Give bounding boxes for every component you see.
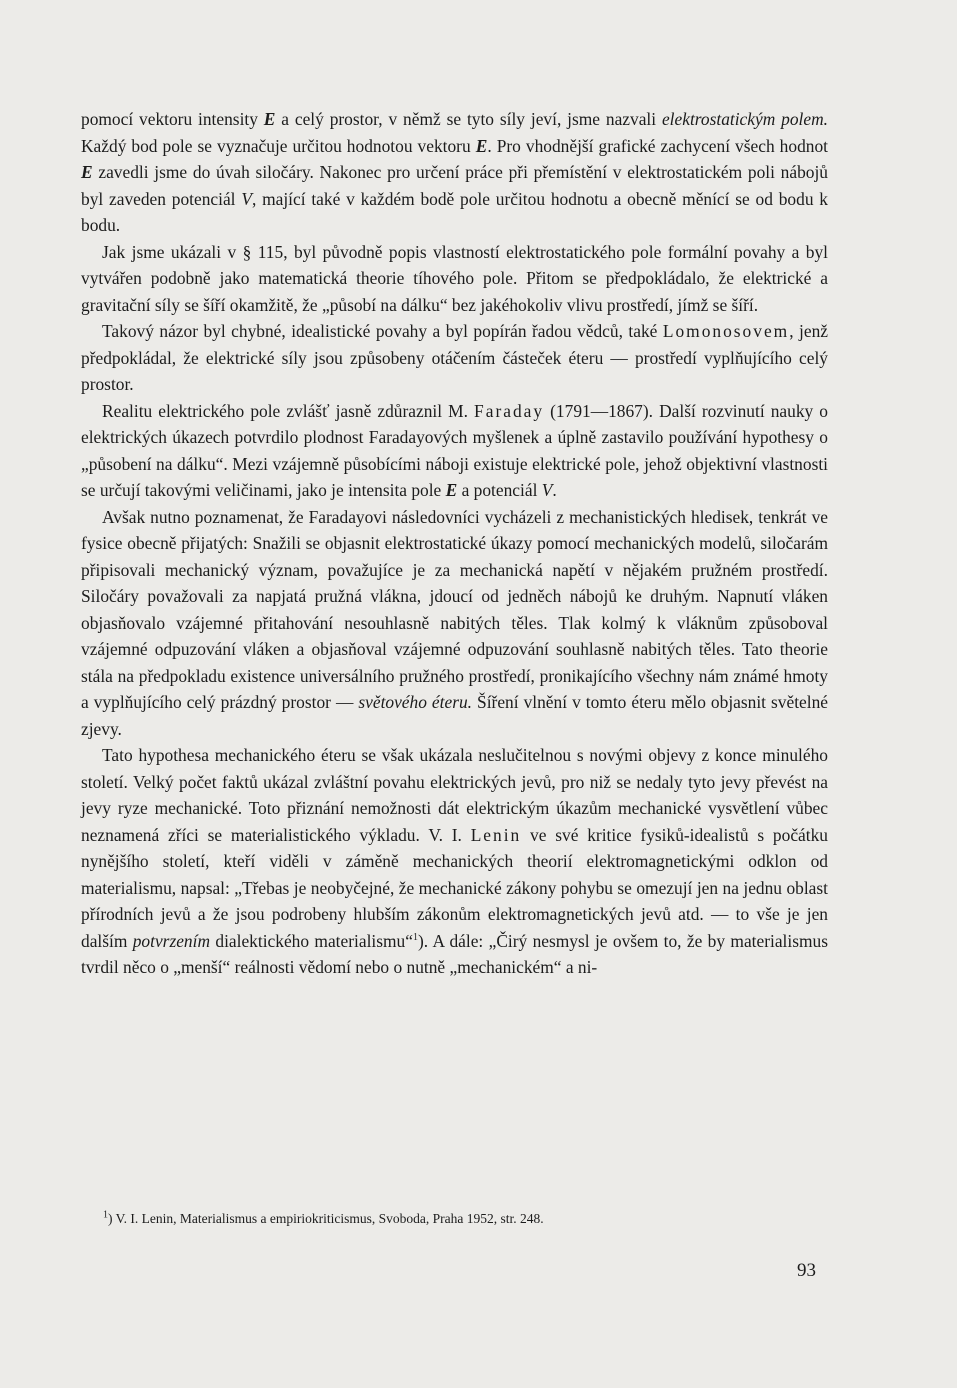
vector-symbol: E [81,162,93,182]
text-run: , mající také v každém bodě pole určitou hodnotu a obecně měnící se od bodu k bodu. [81,188,829,235]
text-run: ). A dále: „Čirý nesmysl je ovšem to, že by materialismus tvrdil něco o „menší“ reálnosti vědomí nebo o nutně „mechanickém“ a ni- [81,930,828,977]
text-run: dialektického materialismu“ [210,930,413,951]
spaced-name: Lomonosovem [662,321,790,341]
paragraph [81,318,828,398]
body-text [81,106,828,981]
italic-text: potvrzením [132,930,211,951]
paragraph [81,742,828,981]
text-run: . Pro vhodnější grafické zachycení všech hodnot [487,135,828,156]
paragraph [81,106,828,239]
italic-text: světového éteru. [358,692,473,712]
text-run: a celý prostor, v němž se tyto síly jeví, jsme nazvali [275,109,662,129]
text-run: Jak jsme ukázali v § 115, byl původně popis vlastností elektrostatického pole formální povahy a byl vytvářen podobně jako matematická theorie tíhového pole. Přitom se předpokládalo, že elektrické a gravitační síly se šíří okamžitě, že „působí na dálku“ bez jakéhokoliv vlivu prostředí, jímž se šíří. [81,241,828,315]
text-run: (1791—1867). Další rozvinutí nauky o elektrických úkazech potvrdilo plodnost Faradayových myšlenek a úplně zastavilo používání hypothesy o „působení na dálku“. Mezi vzájemně působícími náboji existuje elektrické pole, jehož objektivní vlastnosti se určují takovými veličinami, jako je intensita pole [81,400,829,500]
text-run: ve své kritice fysiků-idealistů s počátku nynějšího století, kteří viděli v záměně mechanických theorií elektromagnetickými odklon od materialismu, napsal: „Třebas je neobyčejné, že mechanické zákony pohybu se omezují jen na jednu oblast přírodních jevů a že jsou podrobeny hlubším zákonům elektromagnetických jevů atd. — to vše je jen dalším [81,824,828,951]
paragraph [81,504,828,743]
vector-symbol: E [445,480,458,500]
italic-text: elektrostatickým polem. [661,109,828,129]
text-run: Šíření vlnění v tomto éteru mělo objasnit světelné zjevy. [81,692,828,739]
footnote-marker: 1 [103,1209,108,1221]
footnote-reference: 1 [412,931,418,943]
paragraph [81,398,828,504]
italic-text: V [241,188,252,209]
paragraph [81,239,828,319]
text-run: Avšak nutno poznamenat, že Faradayovi následovníci vycházeli z mechanistických hledisek, tenkrát ve fysice obecně přijatých: Snažili se objasnit elektrostatické úkazy pomocí mechanických modelů, siločarám připisovali mechanický význam, považujíce je za mechanická napětí v nějakém pružném prostředí. Siločáry považovali za napjatá pružná vlákna, jdoucí od jedněch nábojů ke druhým. Napnutí vláken objasňovalo vzájemné přitahování nesouhlasně nabitých těles. Tlak kolmý k vláknům způsoboval vzájemné odpuzování vláken a objasňoval vzájemné odpuzování souhlasně nabitých těles. Tato theorie stála na předpokladu existence universálního pružného prostředí, pronikajícího všechny nám známé hmoty a vyplňujícího celý prázdný prostor — [81,506,828,712]
text-run: . [552,480,557,500]
text-run: zavedli jsme do úvah siločáry. Nakonec pro určení práce při přemístění v elektrostatickém poli nábojů byl zaveden potenciál [81,162,828,209]
footnote-text: ) V. I. Lenin, Materialismus a empiriokriticismus, Svoboda, Praha 1952, str. 248. [108,1211,544,1226]
text-run: Každý bod pole se vyznačuje určitou hodnotou vektoru [81,135,476,156]
text-run: , jenž předpokládal, že elektrické síly jsou způsobeny otáčením částeček éteru — prostředí vyplňujícího celý prostor. [81,321,828,394]
text-run: Tato hypothesa mechanického éteru se však ukázala neslučitelnou s novými objevy z konce minulého století. Velký počet faktů ukázal zvláštní povahu elektrických jevů, pro niž se nedaly tyto jevy převést na jevy ryze mechanické. Toto přiznání nemožnosti dát elektrickým úkazům mechanické vysvětlení vůbec neznamená zříci se materialistického výkladu. V. I. [81,745,828,845]
text-run: a potenciál [457,480,542,500]
italic-text: V [541,480,553,500]
spaced-name: Faraday [474,400,545,421]
footnote [103,1210,823,1228]
vector-symbol: E [475,135,488,156]
page-number: 93 [797,1260,816,1281]
vector-symbol: E [263,109,276,129]
text-run: Takový názor byl chybné, idealistické povahy a byl popírán řadou vědců, také [102,321,663,341]
text-run: pomocí vektoru intensity [81,109,264,129]
spaced-name: Lenin [470,824,522,845]
text-run: Realitu elektrického pole zvlášť jasně zdůraznil M. [102,400,475,421]
